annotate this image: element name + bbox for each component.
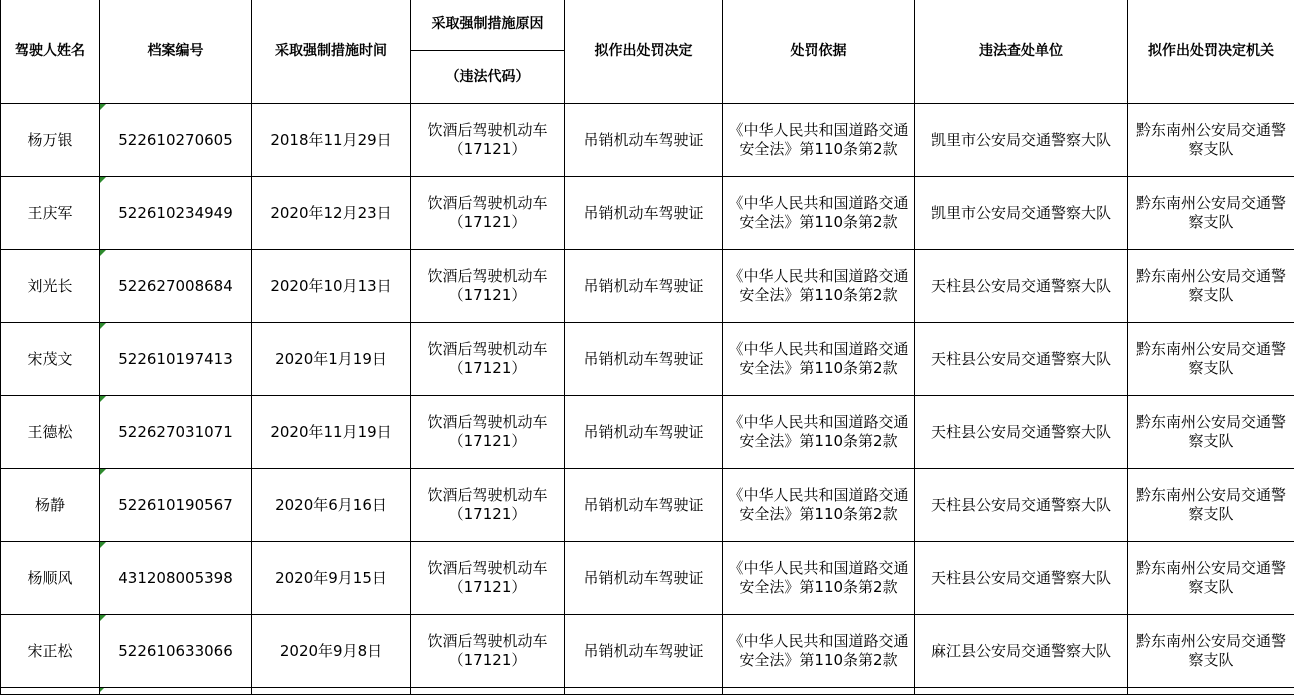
measure-reason-cell[interactable]: 饮酒后驾驶机动车（17121）	[411, 104, 565, 177]
file-number-cell[interactable]: 522610633066	[100, 615, 252, 688]
driver-name-cell[interactable]	[1, 688, 100, 695]
table-row	[1, 323, 1294, 396]
penalty-basis-cell[interactable]: 《中华人民共和国道路交通安全法》第110条第2款	[723, 469, 915, 542]
measure-time-cell[interactable]: 2020年9月8日	[252, 615, 411, 688]
header-measure-reason[interactable]: 采取强制措施原因	[411, 0, 565, 51]
file-number-cell[interactable]	[100, 688, 252, 695]
measure-reason-cell[interactable]: 饮酒后驾驶机动车（17121）	[411, 542, 565, 615]
driver-name-cell[interactable]: 宋茂文	[1, 323, 100, 396]
proposed-decision-cell[interactable]: 吊销机动车驾驶证	[565, 396, 723, 469]
table-row	[1, 542, 1294, 615]
proposed-decision-cell[interactable]: 吊销机动车驾驶证	[565, 177, 723, 250]
decision-authority-cell[interactable]: 黔东南州公安局交通警察支队	[1128, 396, 1294, 469]
measure-reason-cell[interactable]: 饮酒后驾驶机动车（17121）	[411, 177, 565, 250]
table-row	[1, 615, 1294, 688]
file-number-cell[interactable]: 522627031071	[100, 396, 252, 469]
measure-time-cell[interactable]: 2020年6月16日	[252, 469, 411, 542]
handling-unit-cell[interactable]: 天柱县公安局交通警察大队	[915, 542, 1128, 615]
header-violation-code[interactable]: （违法代码）	[411, 51, 565, 104]
decision-authority-cell[interactable]: 黔东南州公安局交通警察支队	[1128, 250, 1294, 323]
measure-reason-cell[interactable]	[411, 688, 565, 695]
file-number-cell[interactable]: 522610234949	[100, 177, 252, 250]
penalty-basis-cell[interactable]: 《中华人民共和国道路交通安全法》第110条第2款	[723, 250, 915, 323]
measure-time-cell[interactable]: 2020年1月19日	[252, 323, 411, 396]
table-row	[1, 177, 1294, 250]
proposed-decision-cell[interactable]: 吊销机动车驾驶证	[565, 323, 723, 396]
measure-reason-cell[interactable]: 饮酒后驾驶机动车（17121）	[411, 396, 565, 469]
header-handling-unit[interactable]: 违法查处单位	[915, 0, 1128, 104]
header-penalty-basis[interactable]: 处罚依据	[723, 0, 915, 104]
penalty-basis-cell[interactable]: 《中华人民共和国道路交通安全法》第110条第2款	[723, 177, 915, 250]
measure-time-cell[interactable]: 2020年10月13日	[252, 250, 411, 323]
proposed-decision-cell[interactable]: 吊销机动车驾驶证	[565, 250, 723, 323]
driver-name-cell[interactable]: 王庆军	[1, 177, 100, 250]
header-driver-name[interactable]: 驾驶人姓名	[1, 0, 100, 104]
decision-authority-cell[interactable]: 黔东南州公安局交通警察支队	[1128, 542, 1294, 615]
file-number-cell[interactable]: 522610270605	[100, 104, 252, 177]
proposed-decision-cell[interactable]: 吊销机动车驾驶证	[565, 469, 723, 542]
penalty-basis-cell[interactable]: 《中华人民共和国道路交通安全法》第110条第2款	[723, 542, 915, 615]
table-row	[1, 469, 1294, 542]
table-row	[1, 396, 1294, 469]
decision-authority-cell[interactable]: 黔东南州公安局交通警察支队	[1128, 177, 1294, 250]
proposed-decision-cell[interactable]: 吊销机动车驾驶证	[565, 104, 723, 177]
driver-name-cell[interactable]: 刘光长	[1, 250, 100, 323]
penalty-basis-cell[interactable]: 《中华人民共和国道路交通安全法》第110条第2款	[723, 104, 915, 177]
handling-unit-cell[interactable]: 麻江县公安局交通警察大队	[915, 615, 1128, 688]
table-row-partial	[1, 688, 1294, 695]
handling-unit-cell[interactable]: 凯里市公安局交通警察大队	[915, 177, 1128, 250]
penalty-basis-cell[interactable]	[723, 688, 915, 695]
driver-name-cell[interactable]: 王德松	[1, 396, 100, 469]
handling-unit-cell[interactable]: 天柱县公安局交通警察大队	[915, 323, 1128, 396]
decision-authority-cell[interactable]: 黔东南州公安局交通警察支队	[1128, 469, 1294, 542]
handling-unit-cell[interactable]: 凯里市公安局交通警察大队	[915, 104, 1128, 177]
measure-reason-cell[interactable]: 饮酒后驾驶机动车（17121）	[411, 323, 565, 396]
penalty-basis-cell[interactable]: 《中华人民共和国道路交通安全法》第110条第2款	[723, 615, 915, 688]
header-measure-time[interactable]: 采取强制措施时间	[252, 0, 411, 104]
file-number-cell[interactable]: 522610197413	[100, 323, 252, 396]
handling-unit-cell[interactable]: 天柱县公安局交通警察大队	[915, 396, 1128, 469]
proposed-decision-cell[interactable]: 吊销机动车驾驶证	[565, 542, 723, 615]
handling-unit-cell[interactable]: 天柱县公安局交通警察大队	[915, 250, 1128, 323]
decision-authority-cell[interactable]: 黔东南州公安局交通警察支队	[1128, 615, 1294, 688]
file-number-cell[interactable]: 522610190567	[100, 469, 252, 542]
header-proposed-decision[interactable]: 拟作出处罚决定	[565, 0, 723, 104]
decision-authority-cell[interactable]	[1128, 688, 1294, 695]
handling-unit-cell[interactable]	[915, 688, 1128, 695]
header-file-number[interactable]: 档案编号	[100, 0, 252, 104]
measure-time-cell[interactable]	[252, 688, 411, 695]
driver-name-cell[interactable]: 宋正松	[1, 615, 100, 688]
measure-reason-cell[interactable]: 饮酒后驾驶机动车（17121）	[411, 469, 565, 542]
measure-time-cell[interactable]: 2020年12月23日	[252, 177, 411, 250]
table-row	[1, 250, 1294, 323]
handling-unit-cell[interactable]: 天柱县公安局交通警察大队	[915, 469, 1128, 542]
proposed-decision-cell[interactable]: 吊销机动车驾驶证	[565, 615, 723, 688]
measure-time-cell[interactable]: 2018年11月29日	[252, 104, 411, 177]
file-number-cell[interactable]: 522627008684	[100, 250, 252, 323]
measure-time-cell[interactable]: 2020年11月19日	[252, 396, 411, 469]
driver-name-cell[interactable]: 杨静	[1, 469, 100, 542]
driver-name-cell[interactable]: 杨顺风	[1, 542, 100, 615]
decision-authority-cell[interactable]: 黔东南州公安局交通警察支队	[1128, 104, 1294, 177]
driver-name-cell[interactable]: 杨万银	[1, 104, 100, 177]
measure-reason-cell[interactable]: 饮酒后驾驶机动车（17121）	[411, 615, 565, 688]
measure-time-cell[interactable]: 2020年9月15日	[252, 542, 411, 615]
measure-reason-cell[interactable]: 饮酒后驾驶机动车（17121）	[411, 250, 565, 323]
decision-authority-cell[interactable]: 黔东南州公安局交通警察支队	[1128, 323, 1294, 396]
penalty-basis-cell[interactable]: 《中华人民共和国道路交通安全法》第110条第2款	[723, 323, 915, 396]
proposed-decision-cell[interactable]	[565, 688, 723, 695]
header-decision-authority[interactable]: 拟作出处罚决定机关	[1128, 0, 1294, 104]
penalty-basis-cell[interactable]: 《中华人民共和国道路交通安全法》第110条第2款	[723, 396, 915, 469]
table-body	[1, 104, 1294, 695]
table-row	[1, 104, 1294, 177]
file-number-cell[interactable]: 431208005398	[100, 542, 252, 615]
